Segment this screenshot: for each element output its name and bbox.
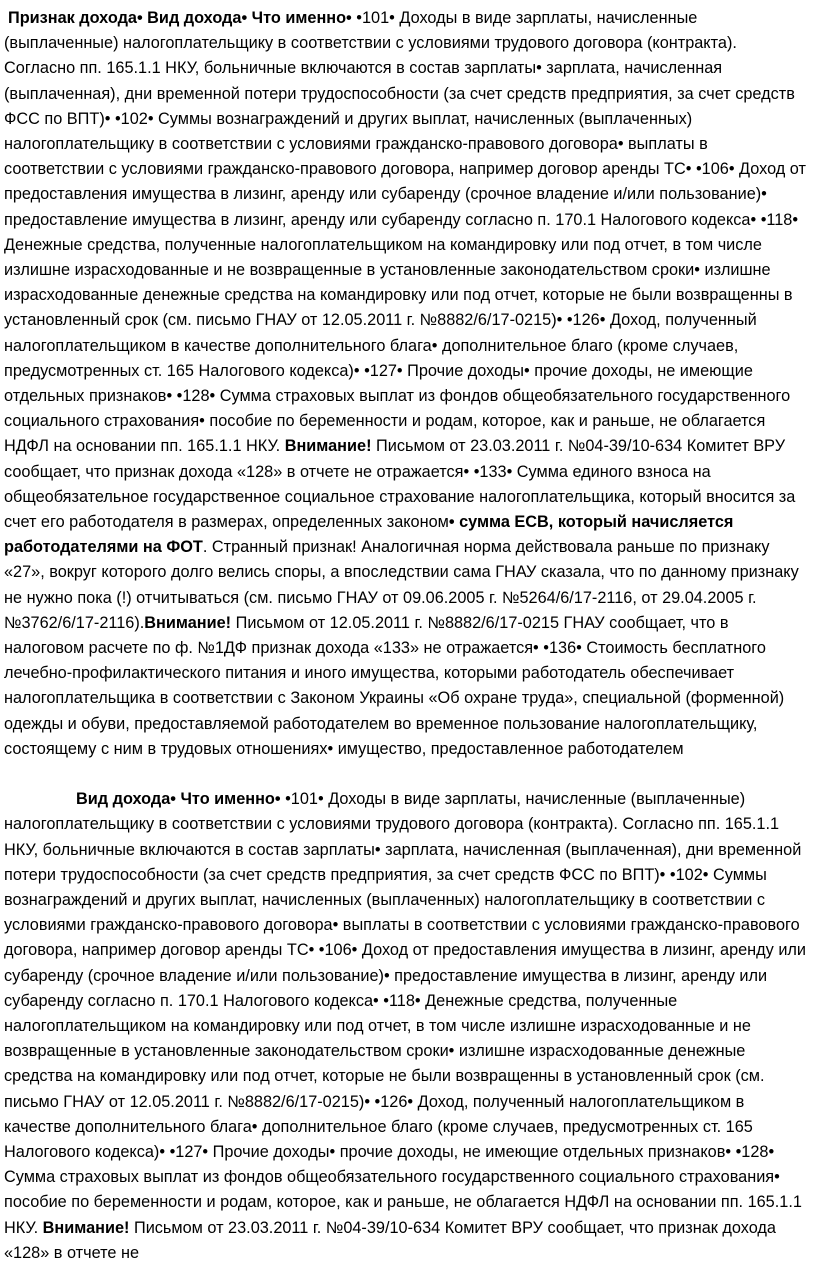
paragraph-text: Письмом от 12.05.2011 г. №8882/6/17-0215 ГНАУ сообщает, что в налоговом расчете по ф. №1ДФ признак дохода «133» не отражается• •136• Стоимость бесплатного лечебно-профилактического питания и иного имущества, которыми работодатель обеспечивает налогоплательщика в соответствии с Законом Украины «Об охране труда», специальной (форменной) одежды и обуви, предоставляемой работодателем во временное пользование налогоплательщику, состоящему с ним в трудовых отношениях• имущество, предоставленное работодателем — [4, 613, 785, 758]
attention-label: Внимание! — [42, 1218, 130, 1237]
paragraph-text: Письмом от 23.03.2011 г. №04-39/10-634 Комитет ВРУ сообщает, что признак дохода «128» в отчете не — [4, 1218, 776, 1262]
paragraph-text: Письмом от 23.03.2011 г. №04-39/10-634 Комитет ВРУ сообщает, что признак дохода «128» в отчете не отражается• •133• Сумма единого взноса на общеобязательное государственное социальное страхование налогоплательщика, который вносится за счет его работодателя в размерах, определенных законом — [4, 437, 796, 532]
paragraph-heading: Вид дохода• Что именно• — [76, 790, 286, 809]
paragraph-income-codes — [4, 6, 812, 762]
paragraph-text: •101• Доходы в виде зарплаты, начисленные (выплаченные) налогоплательщику в соответствии с условиями трудового договора (контракта). Согласно пп. 165.1.1 НКУ, больничные включаются в состав зарплаты• зарплата, начисленная (выплаченная), дни временной потери трудоспособности (за счет средств предприятия, за счет средств ФСС по ВПТ)• •102• Суммы вознаграждений и других выплат, начисленных (выплаченных) налогоплательщику в соответствии с условиями гражданско-правового договора• выплаты в соответствии с условиями гражданско-правового договора, например договор аренды ТС• •106• Доход от предоставления имущества в лизинг, аренду или субаренду (срочное владение и/или пользование)• предоставление имущества в лизинг, аренду или субаренду согласно п. 170.1 Налогового кодекса• •118• Денежные средства, полученные налогоплательщиком на командировку или под отчет, в том числе излишне израсходованные и не возвращенные в установленные законодательством сроки• излишне израсходованные денежные средства на командировку или под отчет, которые не были возвращенны в установленный срок (см. письмо ГНАУ от 12.05.2011 г. №8882/6/17-0215)• •126• Доход, полученный налогоплательщиком в качестве дополнительного блага• дополнительное благо (кроме случаев, предусмотренных ст. 165 Налогового кодекса)• •127• Прочие доходы• прочие доходы, не имеющие отдельных признаков• •128• Сумма страховых выплат из фондов общеобязательного государственного социального страхования• пособие по беременности и родам, которое, как и раньше, не облагается НДФЛ на основании пп. 165.1.1 НКУ. — [4, 790, 807, 1237]
esv-emphasis: • сумма ЕСВ, который начисляется работодателями на ФОТ — [4, 513, 734, 557]
paragraph-income-codes-repeat — [4, 787, 812, 1266]
attention-label: Внимание! — [284, 437, 372, 456]
paragraph-text: •101• Доходы в виде зарплаты, начисленные (выплаченные) налогоплательщику в соответствии с условиями трудового договора (контракта). Согласно пп. 165.1.1 НКУ, больничные включаются в состав зарплаты• зарплата, начисленная (выплаченная), дни временной потери трудоспособности (за счет средств предприятия, за счет средств ФСС по ВПТ)• •102• Суммы вознаграждений и других выплат, начисленных (выплаченных) налогоплательщику в соответствии с условиями гражданско-правового договора• выплаты в соответствии с условиями гражданско-правового договора, например договор аренды ТС• •106• Доход от предоставления имущества в лизинг, аренду или субаренду (срочное владение и/или пользование)• предоставление имущества в лизинг, аренду или субаренду согласно п. 170.1 Налогового кодекса• •118• Денежные средства, полученные налогоплательщиком на командировку или под отчет, в том числе излишне израсходованные и не возвращенные в установленные законодательством сроки• излишне израсходованные денежные средства на командировку или под отчет, которые не были возвращенны в установленный срок (см. письмо ГНАУ от 12.05.2011 г. №8882/6/17-0215)• •126• Доход, полученный налогоплательщиком в качестве дополнительного блага• дополнительное благо (кроме случаев, предусмотренных ст. 165 Налогового кодекса)• •127• Прочие доходы• прочие доходы, не имеющие отдельных признаков• •128• Сумма страховых выплат из фондов общеобязательного государственного социального страхования• пособие по беременности и родам, которое, как и раньше, не облагается НДФЛ на основании пп. 165.1.1 НКУ. — [4, 9, 806, 456]
paragraph-heading: Признак дохода• Вид дохода• Что именно• — [8, 9, 357, 27]
attention-label: Внимание! — [144, 613, 232, 632]
paragraph-text: . Странный признак! Аналогичная норма действовала раньше по признаку «27», вокруг которого долго велись споры, а впоследствии сама ГНАУ сказала, что по данному признаку не нужно пока (!) отчитываться (см. письмо ГНАУ от 09.06.2005 г. №5264/6/17-2116, от 29.04.2005 г. №3762/6/17-2116). — [4, 538, 799, 632]
